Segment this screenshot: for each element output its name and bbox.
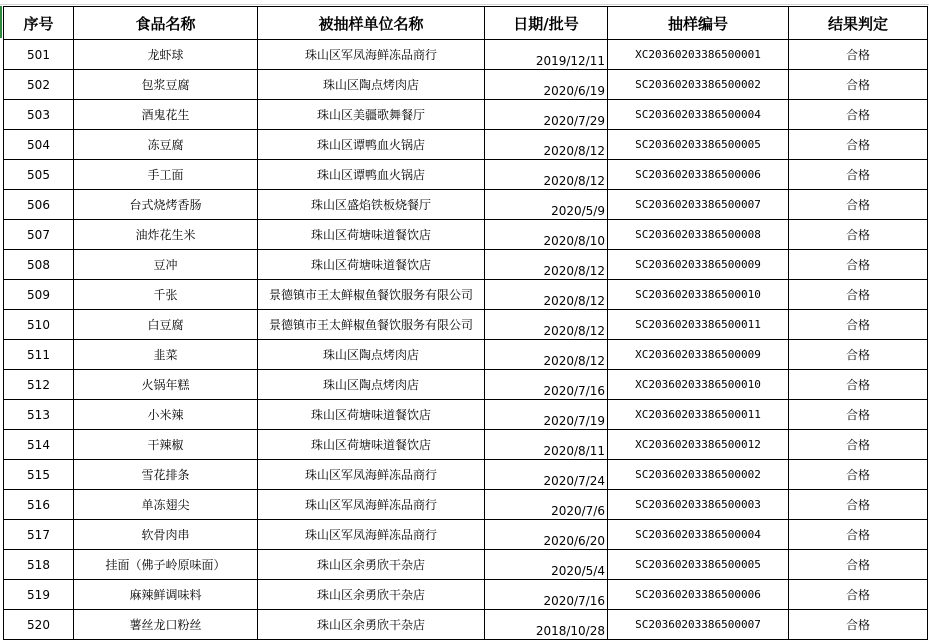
date-batch-cell[interactable]: 2020/8/12 (485, 310, 608, 340)
sheet-top-edge (0, 0, 929, 5)
food-name-cell[interactable]: 雪花排条 (74, 460, 258, 490)
sample-number-cell[interactable]: SC20360203386500006 (608, 160, 789, 190)
result-cell[interactable]: 合格 (789, 40, 928, 70)
table-row (4, 280, 928, 310)
table-row (4, 490, 928, 520)
sample-number-cell[interactable]: SC20360203386500002 (608, 70, 789, 100)
sampled-unit-cell[interactable]: 珠山区荷塘味道餐饮店 (258, 430, 485, 460)
selection-indicator (0, 6, 2, 38)
date-batch-cell[interactable]: 2020/8/11 (485, 430, 608, 460)
sampled-unit-cell[interactable]: 珠山区谭鸭血火锅店 (258, 130, 485, 160)
sampled-unit-cell[interactable]: 景德镇市王太鲜椒鱼餐饮服务有限公司 (258, 310, 485, 340)
date-batch-cell[interactable]: 2020/7/29 (485, 100, 608, 130)
date-batch-cell[interactable]: 2020/8/12 (485, 340, 608, 370)
date-batch-cell[interactable]: 2020/7/6 (485, 490, 608, 520)
date-batch-cell[interactable]: 2020/5/9 (485, 190, 608, 220)
sample-number-cell[interactable]: XC20360203386500012 (608, 430, 789, 460)
food-name-cell[interactable]: 火锅年糕 (74, 370, 258, 400)
table-row (4, 220, 928, 250)
food-name-cell[interactable]: 干辣椒 (74, 430, 258, 460)
header-serial-number[interactable]: 序号 (4, 7, 74, 40)
date-batch-cell[interactable]: 2020/7/19 (485, 400, 608, 430)
sampled-unit-cell[interactable]: 珠山区盛焰铁板烧餐厅 (258, 190, 485, 220)
date-batch-cell[interactable]: 2020/8/12 (485, 160, 608, 190)
sampled-unit-cell[interactable]: 珠山区陶点烤肉店 (258, 70, 485, 100)
sampling-results-table (3, 6, 928, 640)
table-row (4, 310, 928, 340)
sample-number-cell[interactable]: SC20360203386500002 (608, 460, 789, 490)
food-name-cell[interactable]: 龙虾球 (74, 40, 258, 70)
sampled-unit-cell[interactable]: 珠山区陶点烤肉店 (258, 340, 485, 370)
table-row (4, 520, 928, 550)
serial-number-cell[interactable]: 516 (4, 490, 74, 520)
sample-number-cell[interactable]: SC20360203386500010 (608, 280, 789, 310)
table-row (4, 340, 928, 370)
result-cell[interactable]: 合格 (789, 310, 928, 340)
date-batch-cell[interactable]: 2020/7/24 (485, 460, 608, 490)
serial-number-cell[interactable]: 507 (4, 220, 74, 250)
food-name-cell[interactable]: 台式烧烤香肠 (74, 190, 258, 220)
sample-number-cell[interactable]: XC20360203386500009 (608, 340, 789, 370)
date-batch-cell[interactable]: 2020/7/16 (485, 580, 608, 610)
date-batch-cell[interactable]: 2020/8/12 (485, 250, 608, 280)
sampled-unit-cell[interactable]: 珠山区荷塘味道餐饮店 (258, 400, 485, 430)
date-batch-cell[interactable]: 2019/12/11 (485, 40, 608, 70)
sample-number-cell[interactable]: XC20360203386500001 (608, 40, 789, 70)
sampled-unit-cell[interactable]: 珠山区军凤海鲜冻品商行 (258, 490, 485, 520)
result-cell[interactable]: 合格 (789, 580, 928, 610)
serial-number-cell[interactable]: 501 (4, 40, 74, 70)
serial-number-cell[interactable]: 513 (4, 400, 74, 430)
table-row (4, 610, 928, 640)
result-cell[interactable]: 合格 (789, 160, 928, 190)
sample-number-cell[interactable]: SC20360203386500008 (608, 220, 789, 250)
table-row (4, 190, 928, 220)
result-cell[interactable]: 合格 (789, 610, 928, 640)
food-name-cell[interactable]: 千张 (74, 280, 258, 310)
date-batch-cell[interactable]: 2018/10/28 (485, 610, 608, 640)
sampled-unit-cell[interactable]: 珠山区陶点烤肉店 (258, 370, 485, 400)
sampled-unit-cell[interactable]: 珠山区余勇欣干杂店 (258, 550, 485, 580)
header-row (4, 7, 928, 40)
sample-number-cell[interactable]: SC20360203386500004 (608, 520, 789, 550)
serial-number-cell[interactable]: 509 (4, 280, 74, 310)
date-batch-cell[interactable]: 2020/5/4 (485, 550, 608, 580)
food-name-cell[interactable]: 软骨肉串 (74, 520, 258, 550)
header-sampled-unit[interactable]: 被抽样单位名称 (258, 7, 485, 40)
result-cell[interactable]: 合格 (789, 490, 928, 520)
table-row (4, 160, 928, 190)
date-batch-cell[interactable]: 2020/8/10 (485, 220, 608, 250)
table-row (4, 400, 928, 430)
table-row (4, 100, 928, 130)
sampled-unit-cell[interactable]: 珠山区军凤海鲜冻品商行 (258, 520, 485, 550)
result-cell[interactable]: 合格 (789, 220, 928, 250)
food-name-cell[interactable]: 挂面（佛子岭原味面） (74, 550, 258, 580)
serial-number-cell[interactable]: 519 (4, 580, 74, 610)
result-cell[interactable]: 合格 (789, 250, 928, 280)
sampled-unit-cell[interactable]: 珠山区军凤海鲜冻品商行 (258, 40, 485, 70)
sampled-unit-cell[interactable]: 景德镇市王太鲜椒鱼餐饮服务有限公司 (258, 280, 485, 310)
table-row (4, 70, 928, 100)
header-food-name[interactable]: 食品名称 (74, 7, 258, 40)
result-cell[interactable]: 合格 (789, 430, 928, 460)
result-cell[interactable]: 合格 (789, 280, 928, 310)
sample-number-cell[interactable]: SC20360203386500007 (608, 190, 789, 220)
food-name-cell[interactable]: 油炸花生米 (74, 220, 258, 250)
sampled-unit-cell[interactable]: 珠山区谭鸭血火锅店 (258, 160, 485, 190)
table-row (4, 130, 928, 160)
sample-number-cell[interactable]: XC20360203386500011 (608, 400, 789, 430)
serial-number-cell[interactable]: 514 (4, 430, 74, 460)
serial-number-cell[interactable]: 510 (4, 310, 74, 340)
result-cell[interactable]: 合格 (789, 400, 928, 430)
sampled-unit-cell[interactable]: 珠山区荷塘味道餐饮店 (258, 220, 485, 250)
sample-number-cell[interactable]: SC20360203386500003 (608, 490, 789, 520)
table-row (4, 250, 928, 280)
food-name-cell[interactable]: 包浆豆腐 (74, 70, 258, 100)
header-result[interactable]: 结果判定 (789, 7, 928, 40)
result-cell[interactable]: 合格 (789, 130, 928, 160)
serial-number-cell[interactable]: 502 (4, 70, 74, 100)
header-date-batch[interactable]: 日期/批号 (485, 7, 608, 40)
food-name-cell[interactable]: 冻豆腐 (74, 130, 258, 160)
serial-number-cell[interactable]: 506 (4, 190, 74, 220)
result-cell[interactable]: 合格 (789, 70, 928, 100)
serial-number-cell[interactable]: 515 (4, 460, 74, 490)
result-cell[interactable]: 合格 (789, 550, 928, 580)
sample-number-cell[interactable]: SC20360203386500004 (608, 100, 789, 130)
sampled-unit-cell[interactable]: 珠山区美疆歌舞餐厅 (258, 100, 485, 130)
serial-number-cell[interactable]: 505 (4, 160, 74, 190)
result-cell[interactable]: 合格 (789, 520, 928, 550)
table-row (4, 550, 928, 580)
result-cell[interactable]: 合格 (789, 340, 928, 370)
result-cell[interactable]: 合格 (789, 370, 928, 400)
result-cell[interactable]: 合格 (789, 100, 928, 130)
result-cell[interactable]: 合格 (789, 460, 928, 490)
serial-number-cell[interactable]: 518 (4, 550, 74, 580)
serial-number-cell[interactable]: 504 (4, 130, 74, 160)
serial-number-cell[interactable]: 512 (4, 370, 74, 400)
result-cell[interactable]: 合格 (789, 190, 928, 220)
date-batch-cell[interactable]: 2020/8/12 (485, 280, 608, 310)
sample-number-cell[interactable]: SC20360203386500009 (608, 250, 789, 280)
sample-number-cell[interactable]: XC20360203386500010 (608, 370, 789, 400)
table-row (4, 430, 928, 460)
serial-number-cell[interactable]: 520 (4, 610, 74, 640)
table-row (4, 460, 928, 490)
food-name-cell[interactable]: 麻辣鲜调味料 (74, 580, 258, 610)
table-body (4, 40, 928, 640)
food-name-cell[interactable]: 韭菜 (74, 340, 258, 370)
food-name-cell[interactable]: 酒鬼花生 (74, 100, 258, 130)
serial-number-cell[interactable]: 511 (4, 340, 74, 370)
serial-number-cell[interactable]: 517 (4, 520, 74, 550)
table-row (4, 40, 928, 70)
date-batch-cell[interactable]: 2020/6/20 (485, 520, 608, 550)
food-name-cell[interactable]: 小米辣 (74, 400, 258, 430)
sampled-unit-cell[interactable]: 珠山区军凤海鲜冻品商行 (258, 460, 485, 490)
sampled-unit-cell[interactable]: 珠山区荷塘味道餐饮店 (258, 250, 485, 280)
date-batch-cell[interactable]: 2020/8/12 (485, 130, 608, 160)
sample-number-cell[interactable]: SC20360203386500005 (608, 550, 789, 580)
table-row (4, 580, 928, 610)
date-batch-cell[interactable]: 2020/6/19 (485, 70, 608, 100)
food-name-cell[interactable]: 单冻翅尖 (74, 490, 258, 520)
sample-number-cell[interactable]: SC20360203386500006 (608, 580, 789, 610)
food-name-cell[interactable]: 豆冲 (74, 250, 258, 280)
sample-number-cell[interactable]: SC20360203386500011 (608, 310, 789, 340)
serial-number-cell[interactable]: 503 (4, 100, 74, 130)
serial-number-cell[interactable]: 508 (4, 250, 74, 280)
sample-number-cell[interactable]: SC20360203386500007 (608, 610, 789, 640)
header-sample-number[interactable]: 抽样编号 (608, 7, 789, 40)
sampled-unit-cell[interactable]: 珠山区余勇欣干杂店 (258, 610, 485, 640)
date-batch-cell[interactable]: 2020/7/16 (485, 370, 608, 400)
food-name-cell[interactable]: 白豆腐 (74, 310, 258, 340)
sampled-unit-cell[interactable]: 珠山区余勇欣干杂店 (258, 580, 485, 610)
table-row (4, 370, 928, 400)
food-name-cell[interactable]: 薯丝龙口粉丝 (74, 610, 258, 640)
food-name-cell[interactable]: 手工面 (74, 160, 258, 190)
sample-number-cell[interactable]: SC20360203386500005 (608, 130, 789, 160)
